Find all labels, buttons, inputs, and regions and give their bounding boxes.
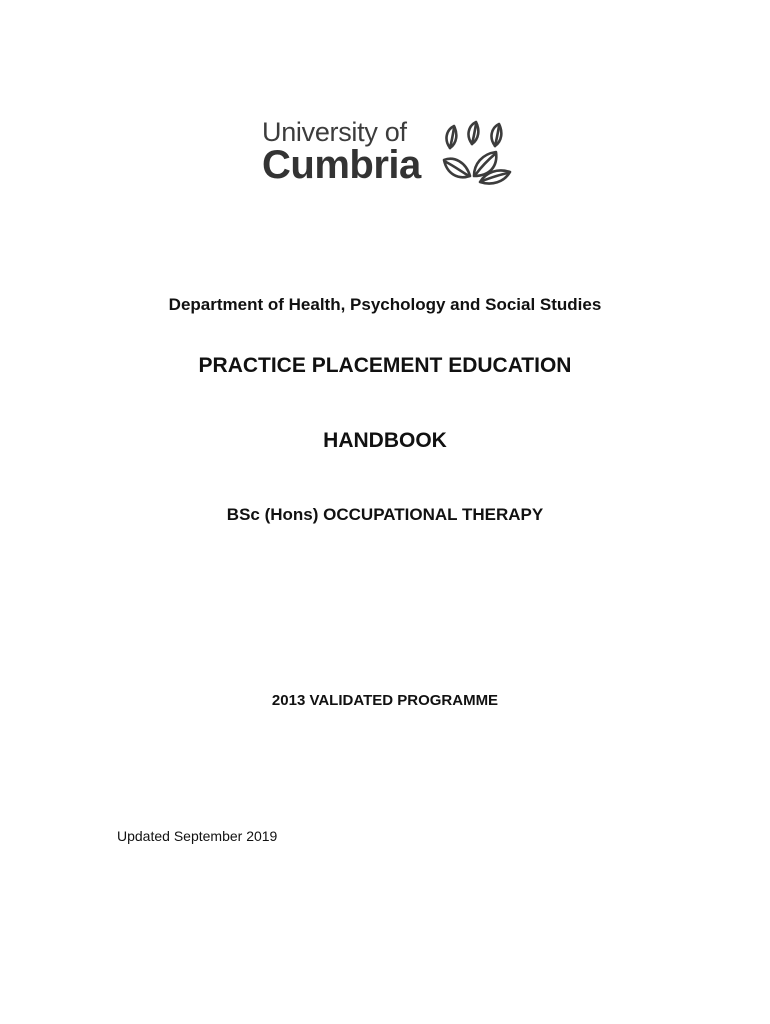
document-title-line1: PRACTICE PLACEMENT EDUCATION <box>198 354 572 377</box>
logo-line-cumbria: Cumbria <box>262 143 421 187</box>
degree-name: BSc (Hons) OCCUPATIONAL THERAPY <box>226 505 544 524</box>
logo-line-university: University of <box>262 117 407 147</box>
programme-label: 2013 VALIDATED PROGRAMME <box>271 692 499 709</box>
leaf-emblem-icon <box>440 120 512 186</box>
document-title-line2: HANDBOOK <box>323 429 447 452</box>
logo-wordmark <box>262 117 437 187</box>
university-logo <box>262 118 512 188</box>
department-name: Department of Health, Psychology and Social Studies <box>168 295 602 314</box>
updated-date: Updated September 2019 <box>117 828 278 844</box>
